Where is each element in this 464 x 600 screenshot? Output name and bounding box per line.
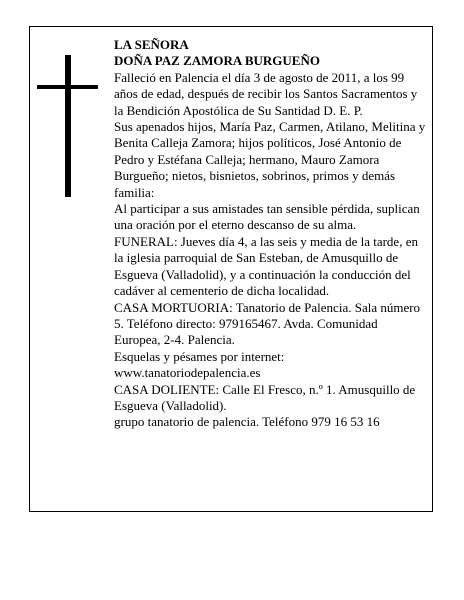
obituary-text xyxy=(114,37,426,431)
death-paragraph: Falleció en Palencia el día 3 de agosto de 2011, a los 99 años de edad, después de recibir los Santos Sacramentos y la Bendición Apostólica de Su Santidad D. E. P. xyxy=(114,69,418,118)
cross-vertical-bar xyxy=(65,55,71,197)
latin-cross-icon xyxy=(37,55,98,197)
title-line-1: LA SEÑORA xyxy=(114,37,189,52)
footer-line: grupo tanatorio de palencia. Teléfono 979 16 53 16 xyxy=(114,414,380,430)
deceased-name: DOÑA PAZ ZAMORA BURGUEÑO xyxy=(114,53,320,69)
family-paragraph: Sus apenados hijos, María Paz, Carmen, Atilano, Melitina y Benita Calleja Zamora; hijos políticos, José Antonio de Pedro y Estéfana Calleja; hermano, Mauro Zamora Burgueño; nietos, bisnietos, sobrinos, primos y demás familia: xyxy=(114,119,426,200)
mourning-house-paragraph: CASA DOLIENTE: Calle El Fresco, n.º 1. Amusquillo de Esgueva (Valladolid). xyxy=(114,381,416,413)
funeral-paragraph: FUNERAL: Jueves día 4, a las seis y media de la tarde, en la iglesia parroquial de San Esteban, de Amusquillo de Esgueva (Valladolid), y a continuación la conducción del cadáver al cementerio de dicha localidad. xyxy=(114,233,418,299)
cross-horizontal-bar xyxy=(37,85,98,89)
internet-paragraph: Esquelas y pésames por internet: www.tanatoriodepalencia.es xyxy=(114,348,285,381)
mortuary-paragraph: CASA MORTUORIA: Tanatorio de Palencia. Sala número 5. Teléfono directo: 979165467. Avda. Comunidad Europea, 2-4. Palencia. xyxy=(114,299,421,348)
appeal-paragraph: Al participar a sus amistades tan sensible pérdida, suplican una oración por el eterno descanso de su alma. xyxy=(114,201,420,233)
